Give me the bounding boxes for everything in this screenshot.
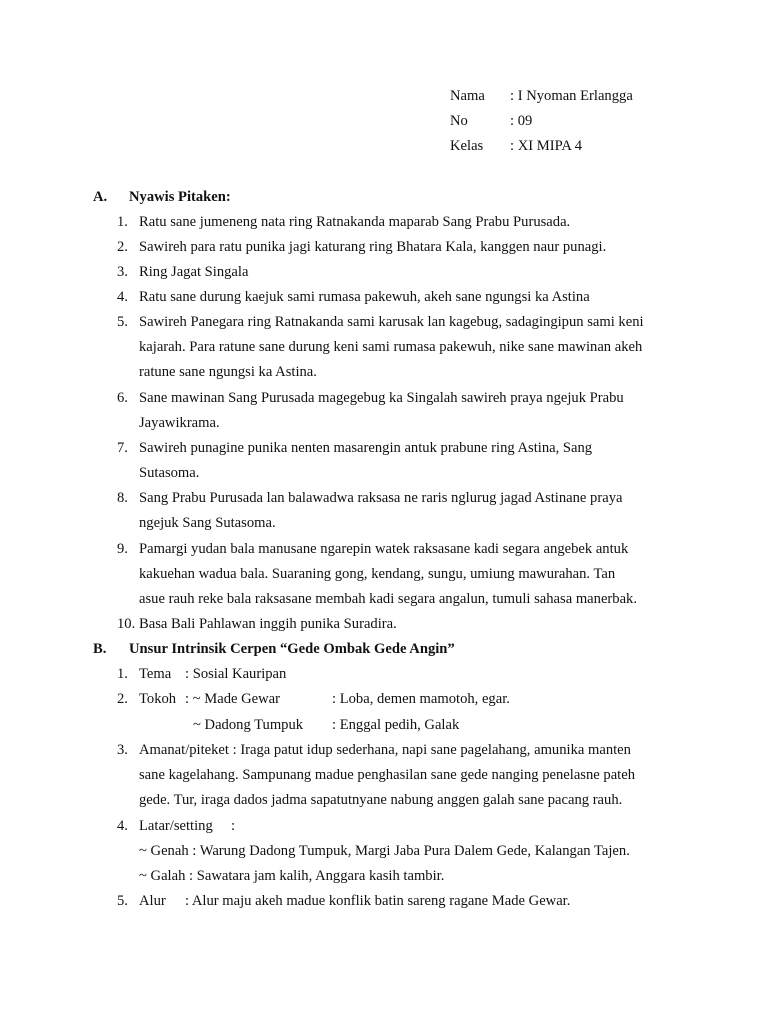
- list-item-line: ratune sane ngungsi ka Astina.: [139, 364, 317, 380]
- tokoh-desc: : Loba, demen mamotoh, egar.: [332, 691, 510, 707]
- list-item-line: Pamargi yudan bala manusane ngarepin watek raksasane kadi segara angebek antuk: [139, 541, 629, 557]
- tokoh-name: : ~ Made Gewar: [185, 691, 281, 707]
- list-number: 10.: [117, 616, 136, 632]
- list-number: 2.: [117, 239, 128, 255]
- no-value: : 09: [510, 113, 533, 129]
- list-item-line: gede. Tur, iraga dados jadma sapatutnyane nabung anggen galah sane pacang rauh.: [139, 792, 623, 808]
- latar-label: Latar/setting: [139, 818, 213, 834]
- list-number: 7.: [117, 440, 128, 456]
- section-b-title: Unsur Intrinsik Cerpen “Gede Ombak Gede Angin”: [129, 641, 455, 657]
- list-number: 5.: [117, 314, 128, 330]
- section-b-letter: B.: [93, 641, 107, 657]
- section-a-letter: A.: [93, 189, 108, 205]
- nama-label: Nama: [450, 88, 485, 104]
- list-item-line: ~ Galah : Sawatara jam kalih, Anggara kasih tambir.: [139, 868, 445, 884]
- kelas-label: Kelas: [450, 138, 484, 154]
- tema-value: : Sosial Kauripan: [185, 666, 287, 682]
- list-item-line: ngejuk Sang Sutasoma.: [139, 515, 276, 531]
- list-item-line: ~ Genah : Warung Dadong Tumpuk, Margi Jaba Pura Dalem Gede, Kalangan Tajen.: [139, 843, 630, 859]
- list-item-line: Ratu sane jumeneng nata ring Ratnakanda maparab Sang Prabu Purusada.: [139, 214, 571, 230]
- list-number: 9.: [117, 541, 128, 557]
- list-item-line: kajarah. Para ratune sane durung keni sami rumasa pakewuh, nike sane mawinan akeh: [139, 339, 643, 355]
- list-number: 1.: [117, 666, 128, 682]
- alur-label: Alur: [139, 893, 166, 909]
- list-item-line: Sawireh punagine punika nenten masarengin antuk prabune ring Astina, Sang: [139, 440, 593, 456]
- tokoh-name: ~ Dadong Tumpuk: [193, 717, 304, 733]
- kelas-value: : XI MIPA 4: [510, 138, 583, 154]
- list-item-line: kakuehan wadua bala. Suaraning gong, kendang, sungu, umiung mawurahan. Tan: [139, 566, 616, 582]
- list-item-line: Basa Bali Pahlawan inggih punika Suradira.: [139, 616, 397, 632]
- list-number: 3.: [117, 264, 128, 280]
- list-number: 6.: [117, 390, 128, 406]
- list-item-line: Sawireh Panegara ring Ratnakanda sami karusak lan kagebug, sadagingipun sami keni: [139, 314, 644, 330]
- list-number: 4.: [117, 289, 128, 305]
- list-item-line: Ratu sane durung kaejuk sami rumasa pakewuh, akeh sane ngungsi ka Astina: [139, 289, 590, 305]
- section-a-title: Nyawis Pitaken:: [129, 189, 231, 205]
- list-number: 3.: [117, 742, 128, 758]
- list-number: 4.: [117, 818, 128, 834]
- list-item-line: Jayawikrama.: [139, 415, 220, 431]
- list-item-line: Sutasoma.: [139, 465, 200, 481]
- list-item-line: Amanat/piteket : Iraga patut idup sederhana, napi sane pagelahang, amunika manten: [139, 742, 631, 758]
- tokoh-label: Tokoh: [139, 691, 177, 707]
- list-number: 1.: [117, 214, 128, 230]
- no-label: No: [450, 113, 468, 129]
- list-item-line: Sane mawinan Sang Purusada magegebug ka Singalah sawireh praya ngejuk Prabu: [139, 390, 624, 406]
- tokoh-desc: : Enggal pedih, Galak: [332, 717, 460, 733]
- list-number: 5.: [117, 893, 128, 909]
- list-item-line: Sang Prabu Purusada lan balawadwa raksasa ne raris nglurug jagad Astinane praya: [139, 490, 623, 506]
- list-item-line: sane kagelahang. Sampunang madue penghasilan sane gede nanging penelasne pateh: [139, 767, 636, 783]
- latar-colon: :: [231, 818, 236, 834]
- list-item-line: asue rauh reke bala raksasane membah kadi segara angalun, tumuli sahasa manerbak.: [139, 591, 638, 607]
- list-number: 2.: [117, 691, 128, 707]
- tema-label: Tema: [139, 666, 172, 682]
- list-number: 8.: [117, 490, 128, 506]
- alur-value: : Alur maju akeh madue konflik batin sareng ragane Made Gewar.: [185, 893, 571, 909]
- list-item-line: Ring Jagat Singala: [139, 264, 249, 280]
- nama-value: : I Nyoman Erlangga: [510, 88, 633, 104]
- list-item-line: Sawireh para ratu punika jagi katurang ring Bhatara Kala, kanggen naur punagi.: [139, 239, 607, 255]
